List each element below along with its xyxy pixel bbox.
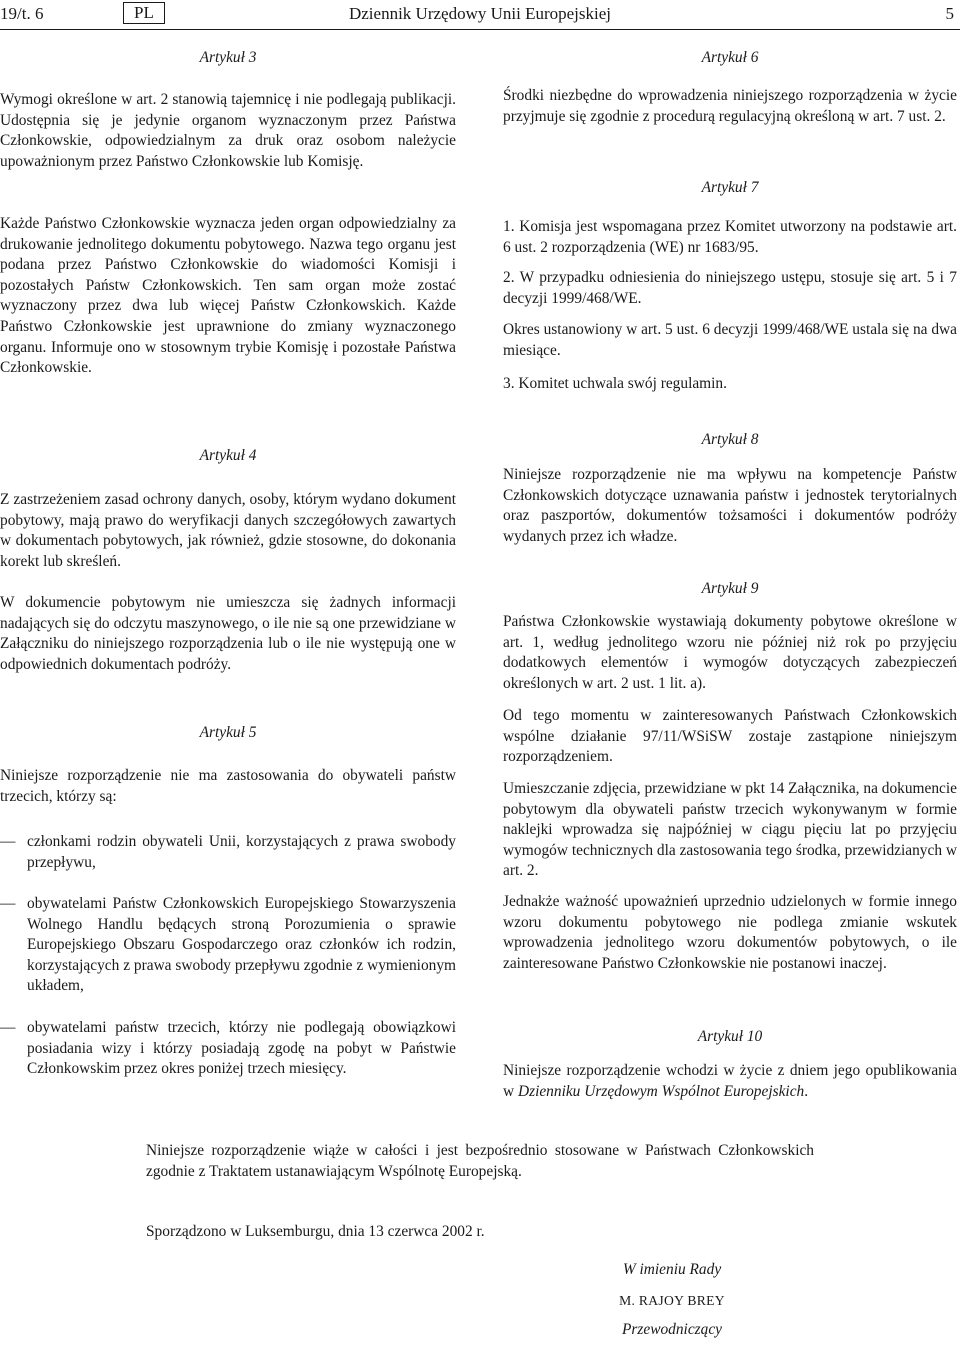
article-10-text: Niniejsze rozporządzenie wchodzi w życie z dniem jego opublikowania w xyxy=(503,1062,957,1100)
article-5-title: Artykuł 5 xyxy=(199,724,257,741)
article-10-title: Artykuł 10 xyxy=(697,1028,763,1045)
dash-marker: — xyxy=(0,1019,16,1036)
article-9-paragraph-4: Jednakże ważność upoważnień uprzednio udzielonych w formie innego wzoru dokumentu pobytowego nie podlega zmianie wskutek wprowadzenia jednolitego wzoru dokumentów pobytowych, o ile zainteresowane Państwo Członkowskie nie postanowi inaczej. xyxy=(503,893,957,972)
article-7-title: Artykuł 7 xyxy=(701,179,759,196)
dash-marker: — xyxy=(0,833,16,850)
article-8-title: Artykuł 8 xyxy=(701,431,759,448)
header-rule xyxy=(0,29,960,30)
page-number: 5 xyxy=(945,4,954,23)
article-7-paragraph-2: 2. W przypadku odniesienia do niniejszego ustępu, stosuje się art. 5 i 7 decyzji 1999/468/WE. xyxy=(503,269,957,307)
place-and-date: Sporządzono w Luksemburgu, dnia 13 czerwca 2002 r. xyxy=(146,1223,485,1240)
article-4-paragraph-1: Z zastrzeżeniem zasad ochrony danych, osoby, którym wydano dokument pobytowy, mają prawo do weryfikacji danych szczegółowych zawartych w dokumentach pobytowych, jak również, gdzie stosowne, do dokonania korekt lub skreśleń. xyxy=(0,491,456,570)
article-9-title: Artykuł 9 xyxy=(701,580,759,597)
article-7-paragraph-1: 1. Komisja jest wspomagana przez Komitet utworzony na podstawie art. 6 ust. 2 rozporządzenia (WE) nr 1683/95. xyxy=(503,218,957,256)
dash-marker: — xyxy=(0,895,16,912)
list-item-text: obywatelami Państw Członkowskich Europejskiego Stowarzyszenia Wolnego Handlu będących stroną Porozumienia o sprawie Europejskiego Obszaru Gospodarczego oraz członków ich rodzin, korzystających z prawa swobody przepływu zgodnie z wymienionym układem, xyxy=(27,895,456,995)
article-3-paragraph-1: Wymogi określone w art. 2 stanowią tajemnicę i nie podlegają publikacji. Udostępnia się je jedynie organom wyznaczonym przez Państwa Członkowskie, odpowiedzialnym za druk oraz osobom należycie upoważnionym przez Państwo Członkowskie lub Komisję. xyxy=(0,91,456,170)
article-7-paragraph-3: Okres ustanowiony w art. 5 ust. 6 decyzji 1999/468/WE ustala się na dwa miesiące. xyxy=(503,321,957,359)
article-6-title: Artykuł 6 xyxy=(701,49,759,66)
article-9-paragraph-3: Umieszczanie zdjęcia, przewidziane w pkt 14 Załącznika, na dokumencie pobytowym dla obywateli państw trzecich wykonywanym w formie naklejki wprowadza się najpóźniej w ciągu pięciu lat po przyjęciu wymogów technicznych dla zastosowania tego środka, przewidzianych w art. 2. xyxy=(503,780,957,880)
list-item xyxy=(0,894,456,998)
list-item xyxy=(0,832,456,876)
signatory-role: Przewodniczący xyxy=(621,1321,723,1338)
article-10-paragraph-1 xyxy=(503,1061,957,1102)
article-4-title: Artykuł 4 xyxy=(199,447,257,464)
article-6-paragraph-1: Środki niezbędne do wprowadzenia niniejszego rozporządzenia w życie przyjmuje się zgodnie z procedurą regulacyjną określoną w art. 7 ust. 2. xyxy=(503,87,957,125)
binding-clause: Niniejsze rozporządzenie wiąże w całości i jest bezpośrednio stosowane w Państwach Członkowskich zgodnie z Traktatem ustanawiającym Wspólnotę Europejską. xyxy=(146,1142,814,1180)
page-reference: 19/t. 6 xyxy=(0,4,44,23)
signatory-name: M. RAJOY BREY xyxy=(619,1293,725,1308)
article-4-paragraph-2: W dokumencie pobytowym nie umieszcza się żadnych informacji nadających się do odczytu maszynowego, o ile nie są one przewidziane w Załączniku do niniejszego rozporządzenia lub o ile nie występują one w odpowiednich dokumentach podróży. xyxy=(0,594,456,673)
article-5-intro: Niniejsze rozporządzenie nie ma zastosowania do obywateli państw trzecich, którzy są: xyxy=(0,767,456,805)
language-code: PL xyxy=(123,2,165,24)
article-10-period: . xyxy=(804,1082,809,1100)
journal-name: Dzienniku Urzędowym Wspólnot Europejskich xyxy=(517,1082,805,1100)
article-3-title: Artykuł 3 xyxy=(199,49,257,66)
article-7-paragraph-4: 3. Komitet uchwala swój regulamin. xyxy=(503,375,727,392)
list-item-text: obywatelami państw trzecich, którzy nie podlegają obowiązkowi posiadania wizy i którzy posiadają zgodę na pobyt w Państwie Członkowskim przez okres poniżej trzech miesięcy. xyxy=(27,1019,456,1078)
journal-title: Dziennik Urzędowy Unii Europejskiej xyxy=(348,4,611,23)
article-9-paragraph-1: Państwa Członkowskie wystawiają dokumenty pobytowe określone w art. 1, według jednolitego wzoru nie później niż rok po przyjęciu dodatkowych elementów i wymogów dotyczących zabezpieczeń określonych w art. 2 ust. 1 lit. a). xyxy=(503,613,957,692)
list-item-text: członkami rodzin obywateli Unii, korzystających z prawa swobody przepływu, xyxy=(27,833,456,871)
article-3-paragraph-2: Każde Państwo Członkowskie wyznacza jeden organ odpowiedzialny za drukowanie jednolitego dokumentu pobytowego. Nazwa tego organu jest podana przez Państwo Członkowskie do wiadomości Komisji i pozostałych Państw Członkowskich. Ten sam organ może zostać wyznaczony przez dwa lub więcej Państw Członkowskich. Każde Państwo Członkowskie jest uprawnione do zmiany wyznaczonego organu. Informuje ono w stosownym trybie Komisję i pozostałe Państwa Członkowskie. xyxy=(0,215,456,377)
article-9-paragraph-2: Od tego momentu w zainteresowanych Państwach Członkowskich wspólne działanie 97/11/WSiSW zostaje zastąpione niniejszym rozporządzeniem. xyxy=(503,707,957,766)
article-8-paragraph-1: Niniejsze rozporządzenie nie ma wpływu na kompetencje Państw Członkowskich dotyczące uznawania państw i jednostek terytorialnych oraz paszportów, dokumentów tożsamości i dokumentów podróży wydanych przez ich władze. xyxy=(503,466,957,545)
list-item xyxy=(0,1018,456,1102)
on-behalf-of: W imieniu Rady xyxy=(622,1261,722,1278)
